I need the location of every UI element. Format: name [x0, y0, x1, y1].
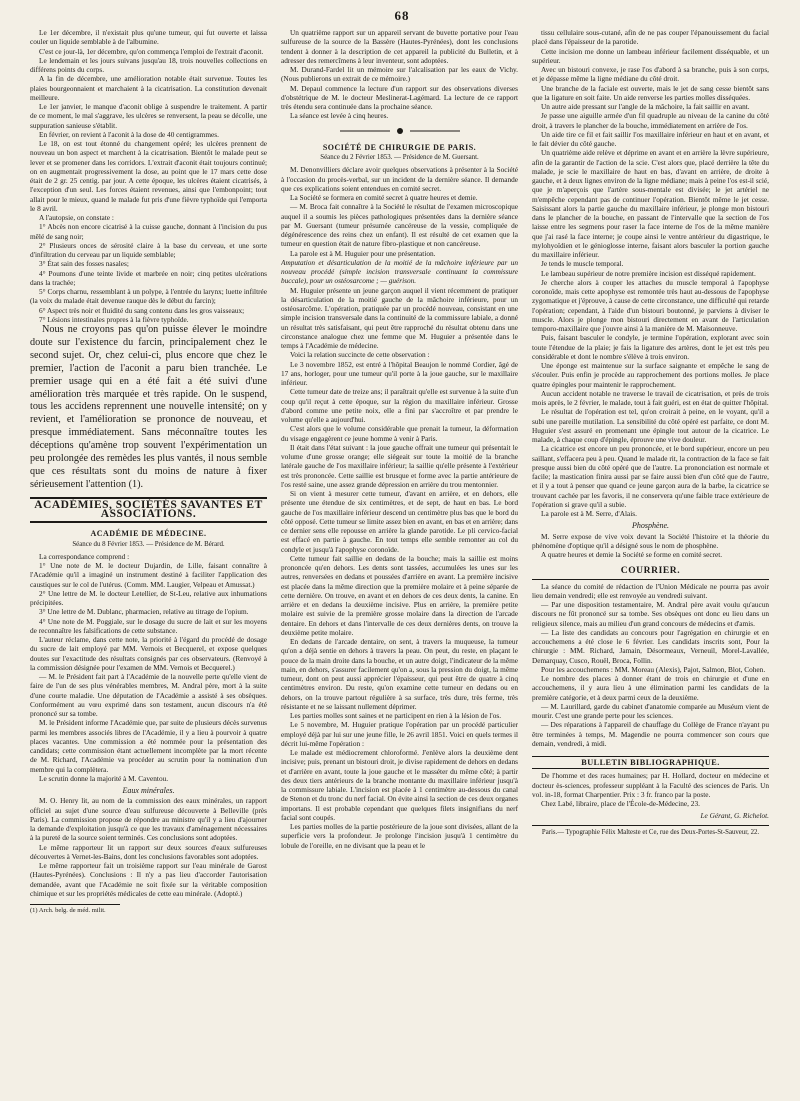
paragraph: C'est ce jour-là, 1er décembre, qu'on commença l'emploi de l'extrait d'aconit. [39, 46, 264, 56]
ornament-icon [340, 127, 460, 135]
paragraph: 2° Une lettre de M. le docteur Letellier, de St-Leu, relative aux inhumations précipitées. [30, 588, 267, 608]
case-title: Amputation et désarticulation de la moitié de la mâchoire inférieure par un nouveau procédé (simple incision transversale continuant la commissure buccale), pour un ostéosarcome ; — guérison. [281, 257, 518, 286]
printer-line: Paris.— Typographie Félix Malteste et Ce, rue des Deux-Portes-St-Sauveur, 22. [532, 825, 769, 837]
paragraph: 5° Corps charnu, ressemblant à un polype, à l'entrée du larynx; luette infiltrée (la voix du malade était devenue rauque dès le début du farcin); [30, 287, 267, 306]
paragraph: — M. le Président fait part à l'Académie de la nouvelle perte qu'elle vient de faire de l'un de ses plus vénérables membres, M. Andral père, mort à la suite d'une courte maladie. Une députation de l'Académie a assisté à ses obsèques. Conformément au vœu exprimé dans son testament, aucun discours n'a été prononcé sur sa tombe. [30, 672, 267, 719]
paragraph: 1° Abcès non encore cicatrisé à la cuisse gauche, donnant à l'incision du pus mêlé de sang noir; [30, 222, 267, 241]
paragraph: — M. Broca fait connaître à la Société le résultat de l'examen microscopique auquel il a soumis les pièces pathologiques présentées dans la dernière séance par M. Guersant (tumeur présumée cancéreuse de la vessie, compliquée de dégénérescence des reins chez un enfant). Il est résulté de cet examen que la tumeur en question était de nature fibro-plastique et non cancéreuse. [281, 202, 518, 249]
session-line: Séance du 8 Février 1853. — Présidence de M. Bérard. [72, 540, 225, 548]
paragraph: A quatre heures et demie la Société se forme en comité secret. [541, 550, 723, 559]
paragraph: Le 1er janvier, le manque d'aconit oblige à suspendre le traitement. A partir de ce moment, le mal s'aggrave, les ulcères se renversent, la peau se décolle, une suppuration sanieuse s'établit. [30, 102, 267, 130]
paragraph: Le 5 novembre, M. Huguier pratique l'opération par un procédé particulier employé déjà par lui sur une jeune fille, le 26 avril 1851. Voici en quels termes il décrit lui-même l'opération : [281, 720, 518, 748]
paragraph: Le 1er décembre, il n'existait plus qu'une tumeur, qui fut ouverte et laissa couler un liquide semblable à de l'albumine. [30, 28, 267, 47]
paragraph: 7° Lésions intestinales propres à la fièvre typhoïde. [39, 314, 189, 324]
paragraph: La séance est levée à cinq heures. [290, 111, 389, 121]
paragraph: La parole est à M. Huguier pour une présentation. [290, 248, 436, 258]
column-2 [281, 28, 518, 1098]
paragraph: Chez Labé, libraire, place de l'École-de-Médecine, 23. [541, 799, 700, 808]
bibliography-heading: BULLETIN BIBLIOGRAPHIQUE. [532, 756, 769, 769]
conclusion-paragraph: Nous ne croyons pas qu'on puisse élever le moindre doute sur l'existence du farcin, principalement chez le second sujet. Or, chez celui-ci, plus encore que chez le premier, l'action de l'aconit a paru bien tranchée. Le premier usage qui en a été fait a été suivi d'une amélioration très marquée et très rapide. On le suspend, tous les accidens reprennent une nouvelle intensité; on y revient, et l'amélioration se prononce de nouveau, et presque immédiatement. Sans méconnaître toutes les déceptions qu'amène trop souvent l'expérimentation un peu prolongée des remèdes les plus vantés, il nous semble que ces résultats sont du moins de nature à fixer sérieusement l'attention (1). [30, 324, 267, 490]
paragraph: La Société se formera en comité secret à quatre heures et demie. [290, 193, 478, 202]
paragraph: Le résultat de l'opération est tel, qu'on croirait à peine, en le voyant, qu'il a subi une pareille mutilation. La sensibilité du côté opéré est parfaite, ce dont M. Huguier s'est assuré en promenant une épingle tout autour de la cicatrice. Le malade, à chaque coup d'épingle, éprouve une vive douleur. [532, 407, 769, 444]
paragraph: Le même rapporteur lit un rapport sur deux sources d'eaux sulfureuses découvertes à Vernet-les-Bains, dont les conclusions favorables sont adoptées. [30, 842, 267, 861]
paragraph: M. Denonvilliers déclare avoir quelques observations à présenter à la Société à l'occasion du procès-verbal, sur un incident de la dernière séance. Il demande que ces explications soient entendues en comité secret. [281, 165, 518, 193]
paragraph: Un aide tire ce fil et fait saillir l'os maxillaire inférieur en haut et en avant, et le fait dévier du côté gauche. [532, 129, 769, 148]
paragraph: 6° Aspect très noir et fluidité du sang contenu dans les gros vaisseaux; [39, 305, 245, 315]
paragraph: M. Depaul commence la lecture d'un rapport sur des observations diverses d'obstétrique de M. le docteur Meslinerat-Lagémard. La lecture de ce rapport très étendu sera continuée dans la prochaine séance. [281, 83, 518, 111]
paragraph: tissu cellulaire sous-cutané, afin de ne pas couper l'épanouissement du facial placé dans l'épaisseur de la parotide. [532, 28, 769, 47]
society-title: SOCIÉTÉ DE CHIRURGIE DE PARIS. [322, 142, 477, 152]
paragraph: 3° Une lettre de M. Dublanc, pharmacien, relative au titrage de l'opium. [39, 607, 249, 617]
paragraph: 1° Une note de M. le docteur Dujardin, de Lille, faisant connaître à l'Académie qu'il a imaginé un instrument destiné à faciliter l'application des caustiques sur le col de l'utérus. (Comm. MM. Laugier, Velpeau et Amussat.) [30, 561, 267, 589]
page-number: 68 [394, 8, 410, 23]
paragraph: 4° Poumons d'une teinte livide et marbrée en noir; cinq petites ulcérations dans la trachée; [30, 268, 267, 287]
paragraph: La correspondance comprend : [39, 551, 130, 561]
paragraph: M. Durand-Fardel lit un mémoire sur l'alcalisation par les eaux de Vichy. (Nous publierons un extrait de ce mémoire.) [281, 65, 518, 84]
paragraph: 2° Plusieurs onces de sérosité claire à la base du cerveau, et une sorte d'infiltration du cerveau par un liquide semblable; [30, 240, 267, 259]
footnote: (1) Arch. belg. de méd. milit. [30, 904, 120, 915]
subheading: Phosphène. [631, 521, 670, 531]
paragraph: — Des réparations à l'appareil de chauffage du Collège de France n'ayant pu être terminées à temps, M. Magendie ne pourra commencer son cours que demain, vendredi, à midi. [532, 720, 769, 748]
paragraph: Pour les accouchemens : MM. Moreau (Alexis), Pajot, Salmon, Blot, Cohen. [541, 664, 766, 674]
session-line: Séance du 2 Février 1853. — Présidence de M. Guersant. [320, 154, 479, 161]
paragraph: Un autre aide pressant sur l'angle de la mâchoire, la fait saillir en avant. [541, 102, 750, 111]
paragraph: Si on vient à mesurer cette tumeur, d'avant en arrière, et en dehors, elle présente une étendue de six centimètres, et de sept, de haut en bas. Le bord gauche de l'os maxillaire inférieur descend un centimètre plus bas que le bord du côté opposé. Cette tumeur se limite assez bien en avant, en bas et en arrière; dans ce dernier sens elle repousse en arrière la glande parotide. Le pli cervico-facial est effacé en partie à gauche. En tout temps elle semble remonter au col du condyle et jusqu'à l'apophyse coronoïde. [281, 489, 518, 554]
paragraph: En février, on revient à l'aconit à la dose de 40 centigrammes. [39, 129, 219, 139]
paragraph: La cicatrice est encore un peu prononcée, et le bord supérieur, encore un peu saillant, s'effacera peu à peu. Quand le malade rit, la contraction de la face se fait presque aussi bien du côté opéré que de l'autre. La prononciation est normale et facile; la mastication finira aussi par se faire aussi bien d'un côté que de l'autre, et il y a tout à penser que quand ce jeune garçon aura de la barbe, la cicatrice se trouvant cachée par les favoris, il ne conservera qu'une faible trace extérieure de l'opération si grave qu'il a subie. [532, 444, 769, 509]
paragraph: L'auteur réclame, dans cette note, la priorité à l'égard du procédé de dosage du sucre de lait employé par MM. Vernois et Becquerel, et expose quelques doutes sur l'exactitude des résultats consignés par ces observateurs. (Renvoyé à la commission désignée pour l'examen de MM. Vernois et Becquerel.) [30, 635, 267, 672]
paragraph: C'est alors que le volume considérable que prenait la tumeur, la déformation du visage engagèrent ce jeune homme à venir à Paris. [281, 424, 518, 443]
paragraph: Je tends le muscle temporal. [541, 259, 624, 269]
section-heading: ACADÉMIES, SOCIÉTÉS SAVANTES ET ASSOCIATIONS. [30, 497, 267, 524]
paragraph: Le lambeau supérieur de notre première incision est disséqué rapidement. [541, 268, 756, 278]
paragraph: Les parties molles sont saines et ne participent en rien à la lésion de l'os. [290, 711, 502, 720]
academy-title: ACADÉMIE DE MÉDECINE. [90, 529, 207, 539]
paragraph: — Par une disposition testamentaire, M. Andral père avait voulu qu'aucun discours ne fût prononcé sur sa tombe. Ses obsèques ont donc eu lieu dans un religieux silence, mais au milieu d'un grand concours de médecins et d'amis. [532, 600, 769, 628]
courrier-heading: COURRIER. [532, 567, 769, 579]
paragraph: M. O. Henry lit, au nom de la commission des eaux minérales, un rapport officiel au sujet d'une source d'eau sulfureuse découverte à Belleville (près Paris). La commission propose de répondre au ministre qu'il y a lieu d'ajourner la demande d'exploitation jusqu'à ce que les travaux d'aménagement nécessaires à la pureté de la source soient terminés. Ces conclusions sont adoptées. [30, 796, 267, 843]
paragraph: Je passe une aiguille armée d'un fil quadruple au niveau de la canine du côté droit, à travers le plancher de la bouche, immédiatement en arrière de l'os. [532, 111, 769, 130]
paragraph: Le 3 novembre 1852, est entré à l'hôpital Beaujon le nommé Cordier, âgé de 17 ans, horloger, pour une tumeur qu'il porte à la joue gauche, sur le maxillaire inférieur. [281, 359, 518, 387]
paragraph: A la fin de décembre, une amélioration notable était survenue. Toutes les plaies bourgeonnaient et marchaient à la cicatrisation. La constitution devenait meilleure. [30, 74, 267, 102]
paragraph: Un quatrième rapport sur un appareil servant de buvette portative pour l'eau sulfureuse de la source de la Bassère (Hautes-Pyrénées), dont les conclusions tendent à donner à la description de cet appareil la publicité du Bulletin, et à adresser des remercîmens à leur inventeur, sont adoptées. [281, 28, 518, 65]
paragraph: En dedans de l'arcade dentaire, on sent, à travers la muqueuse, la tumeur qu'on a déjà sentie en dehors à travers la peau. On peut, du reste, en plaçant le pouce de la main droite dans la bouche, et un autre doigt, l'indicateur de la même main, en dehors, s'assurer facilement qu'on a, sous la pression du doigt, la même tumeur, dont on peut aussi apprécier l'épaisseur, qui peut être de quatre à cinq centimètres environ. Du reste, qu'on examine cette tumeur en dedans ou en dehors, on la trouve partout régulière à sa surface, très dure, très ferme, très résistante et ne se laissant nullement déprimer. [281, 637, 518, 711]
paragraph: 3° État sain des fosses nasales; [39, 259, 129, 269]
columns [30, 28, 774, 1098]
paragraph: Voici la relation succincte de cette observation : [290, 350, 430, 360]
paragraph: Une éponge est maintenue sur la surface saignante et empêche le sang de s'écouler. Puis enfin je procède au rapprochement des portions molles. Je place quatre épingles pour maintenir le rapprochement. [532, 361, 769, 389]
paragraph: M. le Président informe l'Académie que, par suite de plusieurs décès survenus parmi les membres associés libres de l'Académie, il y a lieu à pourvoir à quatre places vacantes. Une commission a été nommée pour la présentation des candidats; cette commission étant actuellement incomplète par la mort récente de M. Richard, l'Académie va procéder au scrutin pour la nomination d'un membre qui la complètera. [30, 718, 267, 774]
ornament-divider [281, 127, 518, 137]
paragraph: — La liste des candidats au concours pour l'agrégation en chirurgie et en accouchemens a été close le 6 février. Les candidats inscrits sont, Pour la chirurgie : MM. Richard, Jamain, Désormeaux, Verneuil, Morel-Lavallée, Demarquay, Cusco, Rouël, Broca, Follin. [532, 627, 769, 665]
paragraph: Les parties molles de la partie postérieure de la joue sont divisées, allant de la superficie vers la profondeur. Je prolonge l'incision jusqu'à 1 centimètre du lobule de l'oreille, en ne divisant que la peau et le [281, 822, 518, 850]
column-3 [532, 28, 769, 1098]
paragraph: Cette tumeur fait saillie en dedans de la bouche; mais la saillie est moins prononcée qu'en dehors. Les dents sont tassées, accumulées les unes sur les autres, renversées en dedans et poussées d'arrière en avant. La première incisive est placée dans la même direction que la première molaire et à peine séparée de cette dernière. On trouve, en avant et en dehors de ces deux dents, la canine. En arrière et en dedans la deuxième incisive. Plus en arrière, la première petite molaire est suivie de la première grosse molaire dans la direction de l'arcade dentaire. En dehors et dans l'intervalle de ces deux dernières dents, on trouve la deuxième petite molaire. [281, 553, 518, 637]
paragraph: Aucun accident notable ne traverse le travail de cicatrisation, et près de trois mois après, le 2 février, le malade, tout à fait guéri, est en état de quitter l'hôpital. [532, 388, 769, 407]
paragraph: Cette incision me donne un lambeau inférieur facilement disséquable, et un supérieur. [532, 46, 769, 65]
paragraph: Le scrutin donne la majorité à M. Caventou. [39, 773, 169, 783]
paragraph: Il était dans l'état suivant : la joue gauche offrait une tumeur qui présentait le volume d'une grosse orange; elle siégeait sur toute la moitié de la branche latérale gauche de l'os maxillaire inférieur; la saillie qu'elle présente à l'extérieur est très prononcée. Cette saillie est brusque et forme avec la partie antérieure de l'os resté saine, une assez grande dépression en arrière du trou mentonnier. [281, 442, 518, 489]
gerant-signature: Le Gérant, G. Richelot. [700, 811, 769, 821]
paragraph: Un quatrième aide relève et déprime en avant et en arrière la lèvre supérieure, afin de la garantir de l'action de la scie. C'est alors que, placé derrière la tête du malade, je scie le maxillaire de haut en bas, d'avant en arrière, de droite à gauche, et à deux lignes environ de la ligne médiane; mais à peine l'os est-il scié, que je m'aperçois que l'artère sous-mentale est divisée; le jet artériel ne m'empêche cependant pas de continuer l'opération. Bientôt même le jet cesse. Saisissant alors la partie gauche du maxillaire inférieur, je plonge mon bistouri dans le plancher de la bouche, en passant de l'intervalle que la section de l'os laisse entre les segmens pour raser la face interne de l'os de la même manière que j'ai rasé la face interne; je coupe ainsi le ventre antérieur du digastrique, le mylohyoïdien et le génioglosse interne, faisant alors basculer la portion gauche du maxillaire inférieur. [532, 148, 769, 259]
column-1 [30, 28, 267, 1098]
paragraph: A l'autopsie, on constate : [39, 213, 114, 222]
paragraph: M. Serre expose de vive voix devant la Société l'histoire et la théorie du phénomène d'optique qu'il a désigné sous le nom de phosphène. [532, 531, 769, 550]
paragraph: La parole est à M. Serre, d'Alais. [541, 509, 637, 518]
paragraph: De l'homme et des races humaines; par H. Hollard, docteur en médecine et docteur ès-sciences, professeur suppléant à la Faculté des sciences de Paris. Un vol. in-18, format Charpentier. Prix : 3 fr. franco par la poste. [532, 771, 769, 799]
paragraph: — M. Laurillard, garde du cabinet d'anatomie comparée au Muséum vient de mourir. C'est une grande perte pour les sciences. [532, 701, 769, 720]
paragraph: La séance du comité de rédaction de l'Union Médicale ne pourra pas avoir lieu demain vendredi; elle est renvoyée au vendredi suivant. [532, 581, 769, 600]
paragraph: Le malade est médiocrement chloroformé. J'enlève alors la deuxième dent incisive; puis, prenant un bistouri droit, je divise rapidement de dehors en dedans et d'arrière en avant, toute la joue gauche et le masséter du même côté; à partir des deux tiers antérieurs de la branche montante du maxillaire inférieur jusqu'à la commissure labiale. L'incision est placée à 1 centimètre au-dessous du canal de Stenon et du tronc du nerf facial. On évite ainsi la section de ces deux organes importans. Il est probable cependant que quelques filets insignifians du nerf facial sont coupés. [281, 748, 518, 822]
paragraph: Puis, faisant basculer le condyle, je termine l'opération, explorant avec soin toute l'étendue de la plaie; je fais la ligature des artères, dont le jet est très peu considérable et dont le nombre s'élève à trois environ. [532, 333, 769, 361]
subheading: Eaux minérales. [122, 786, 175, 796]
paragraph: Le nombre des places à donner étant de trois en chirurgie et d'une en accouchemens, il y aura lieu à une élimination parmi les candidats de la première catégorie, et à deux parmi ceux de la deuxième. [532, 674, 769, 702]
paragraph: 4° Une note de M. Poggiale, sur le dosage du sucre de lait et sur les moyens de reconnaître les falsifications de cette substance. [30, 616, 267, 635]
paragraph: Le lendemain et les jours suivans jusqu'au 18, trois nouvelles collections en différens points du corps. [30, 55, 267, 74]
paragraph: Je cherche alors à couper les attaches du muscle temporal à l'apophyse coronoïde, mais cette apophyse est remontée très haut au-dessous de l'apophyse zygomatique et j'éprouve, à cause de cette circonstance, une difficulté qui retarde l'opération; cependant, à l'aide d'un bistouri boutonné, je parviens à diviser le muscle. Alors je plonge mon bistouri directement en avant de l'articulation temporo-maxillaire que j'ouvre ainsi à la manière de M. Maisonneuve. [532, 277, 769, 333]
paragraph: Le 18, on est tout étonné du changement opéré; les ulcères prennent de nouveau un bon aspect et marchent à la cicatrisation. Bientôt le malade peut se lever et se promener dans les corridors. L'extrait d'aconit était toujours continué; on en augmentait progressivement la dose, au point que le 17 mars cette dose était de 2 gr. 25 centig. par jour. A cette époque, les ulcères étaient cicatrisés, à l'exception d'un seul. Les forces étaient revenues, ainsi que l'embonpoint; tout allait pour le mieux, quand le malade fut pris d'une fièvre typhoïde qui l'emporta le 8 avril. [30, 139, 267, 213]
paragraph: Avec un bistouri convexe, je rase l'os d'abord à sa branche, puis à son corps, et je dépasse même la ligne médiane du côté droit. [532, 65, 769, 84]
paragraph: Le même rapporteur fait un troisième rapport sur l'eau minérale de Garost (Hautes-Pyrénées). Conclusions : Il n'y a pas lieu d'accorder l'autorisation demandée, avant que l'Académie ne soit fixée sur la véritable composition chimique et sur les propriétés médicales de cette eau minérale. (Adopté.) [30, 861, 267, 898]
paragraph: Une branche de la faciale est ouverte, mais le jet de sang cesse bientôt sans que la ligature en soit faite. Un aide renverse les parties molles disséquées. [532, 83, 769, 102]
paragraph: Cette tumeur date de treize ans; il paraîtrait qu'elle est survenue à la suite d'un coup qu'il reçut à cette époque, sur la région du maxillaire inférieur. Grosse d'abord comme une petite noix, elle a fini par s'accroître et par prendre le volume qu'elle a aujourd'hui. [281, 387, 518, 424]
paragraph: M. Huguier présente un jeune garçon auquel il vient récemment de pratiquer la désarticulation de la moitié gauche de la mâchoire inférieure, pour un ostéosarcôme. L'opération, pratiquée par un procédé nouveau, consistant en une simple incision transversale dans la continuité de la commissure labiale, a donné un résultat très satisfaisant, qui peut être rapproché du résultat obtenu dans une circonstance analogue chez une femme que M. Huguier a présentée dans le temps à l'Académie de médecine. [281, 285, 518, 350]
